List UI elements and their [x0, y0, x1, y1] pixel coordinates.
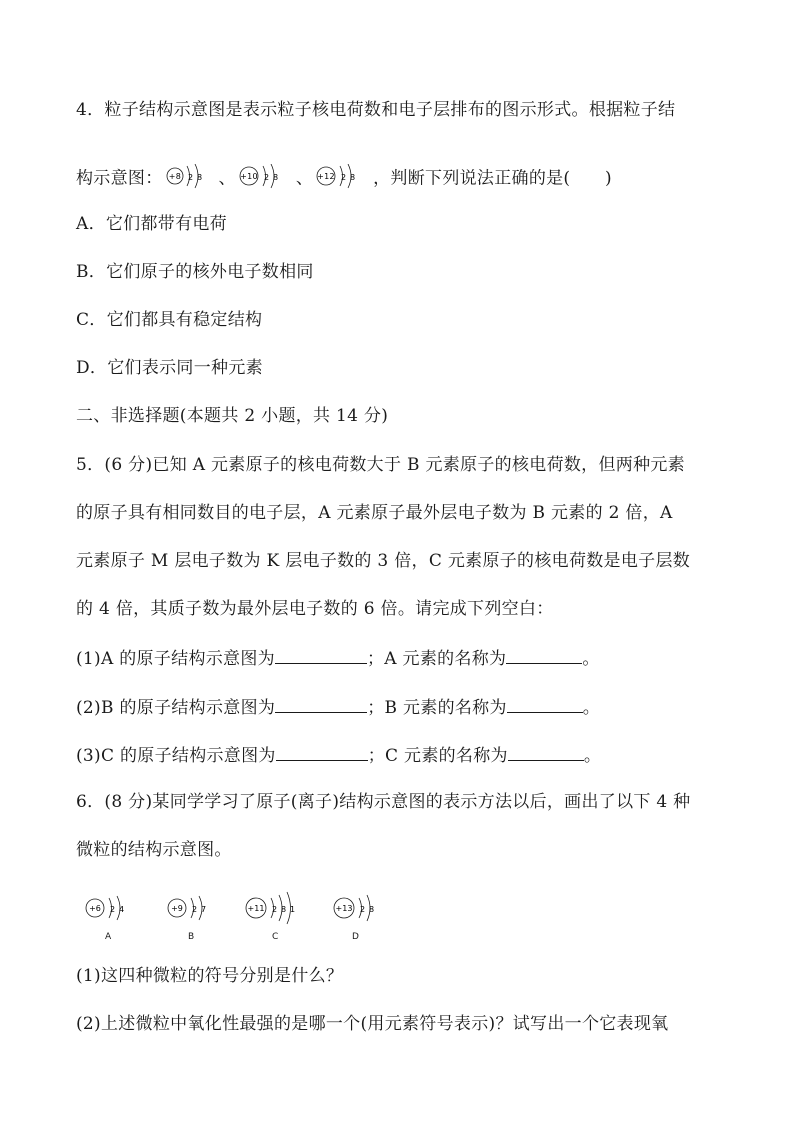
ion2-nucleus: +10 [239, 172, 258, 181]
particle-c-diagram [242, 880, 308, 930]
particle-a-nucleus: +6 [89, 904, 101, 913]
particle-b-nucleus: +9 [171, 904, 183, 913]
particle-c-nucleus: +11 [247, 904, 265, 913]
particle-b-shell2: 7 [201, 905, 207, 914]
q4-sep1: 、 [218, 168, 236, 189]
q5-sub3-end: 。 [583, 746, 602, 766]
particle-d-shell1: 2 [360, 905, 366, 914]
oxygen-ion-diagram [165, 164, 217, 194]
q5-sub3-blank-diagram[interactable] [276, 742, 368, 761]
q4-option-d: D．它们表示同一种元素 [76, 358, 263, 378]
q5-sub1-end: 。 [582, 649, 600, 669]
ion3-nucleus: +12 [317, 172, 336, 181]
q5-sub2 [76, 694, 600, 720]
particle-c-shell1: 2 [272, 905, 278, 914]
particle-a-shell2: 4 [119, 905, 125, 914]
q6-line1: 6．(8 分)某同学学习了原子(离子)结构示意图的表示方法以后，画出了以下 4 种 [76, 792, 691, 812]
q5-sub2-text-a: (2)B 的原子结构示意图为 [76, 698, 276, 718]
q5-sub3 [76, 742, 601, 768]
q5-sub2-blank-diagram[interactable] [275, 694, 367, 713]
q5-sub1-text-b: ；A 元素的名称为 [366, 649, 507, 669]
ion1-nucleus: +8 [168, 172, 181, 181]
particle-b-shell1: 2 [192, 905, 198, 914]
q5-line4: 的 4 倍，其质子数为最外层电子数的 6 倍。请完成下列空白： [76, 599, 554, 619]
q6-sub1: (1)这四种微粒的符号分别是什么？ [76, 966, 344, 986]
particle-c-shell3: 1 [290, 905, 296, 914]
q5-line1: 5．(6 分)已知 A 元素原子的核电荷数大于 B 元素原子的核电荷数，但两种元素 [76, 455, 685, 475]
q5-sub2-blank-name[interactable] [507, 694, 583, 713]
q5-sub1-blank-diagram[interactable] [275, 645, 367, 664]
particle-b-label: B [188, 932, 195, 942]
q4-line2-prefix: 构示意图： [76, 168, 163, 189]
q4-sep2: 、 [295, 168, 314, 189]
q4-option-b: B．它们原子的核外电子数相同 [76, 262, 314, 282]
ion2-shell2: 8 [272, 173, 279, 182]
ion2-shell1: 2 [263, 173, 270, 182]
q5-sub3-blank-name[interactable] [508, 742, 584, 761]
q5-sub3-text-b: ；C 元素的名称为 [367, 746, 508, 766]
q4-option-a: A．它们都带有电荷 [76, 214, 227, 234]
ion3-shell2: 8 [350, 173, 356, 182]
particle-a-diagram [82, 880, 138, 930]
ion1-shell2: 8 [196, 173, 202, 182]
particle-a-label: A [105, 932, 112, 942]
particle-diagrams [76, 880, 406, 950]
q4-line1: 4．粒子结构示意图是表示粒子核电荷数和电子层排布的图示形式。根据粒子结 [76, 100, 676, 120]
ion1-shell1: 2 [187, 173, 193, 182]
magnesium-ion-diagram [315, 164, 371, 194]
neon-atom-diagram [238, 164, 294, 194]
particle-d-label: D [352, 932, 359, 942]
q6-line2: 微粒的结构示意图。 [76, 840, 232, 860]
particle-b-diagram [164, 880, 220, 930]
particle-a-shell1: 2 [110, 905, 116, 914]
ion3-shell1: 2 [341, 173, 347, 182]
q5-sub1 [76, 645, 600, 671]
particle-d-shell2: 8 [369, 905, 375, 914]
section-heading: 二、非选择题(本题共 2 小题，共 14 分) [76, 406, 389, 426]
q4-line2-suffix: ，判断下列说法正确的是( ) [373, 168, 612, 189]
q5-sub3-text-a: (3)C 的原子结构示意图为 [76, 746, 276, 766]
q4-line2 [76, 164, 612, 194]
particle-d-nucleus: +13 [335, 904, 353, 913]
q6-sub2: (2)上述微粒中氧化性最强的是哪一个(用元素符号表示)？试写出一个它表现氧 [76, 1014, 669, 1034]
particle-d-diagram [330, 880, 390, 930]
q5-sub1-text-a: (1)A 的原子结构示意图为 [76, 649, 275, 669]
q5-line3: 元素原子 M 层电子数为 K 层电子数的 3 倍，C 元素原子的核电荷数是电子层数 [76, 551, 691, 571]
q5-line2: 的原子具有相同数目的电子层，A 元素原子最外层电子数为 B 元素的 2 倍，A [76, 503, 673, 523]
q5-sub1-blank-name[interactable] [506, 645, 582, 664]
q5-sub2-end: 。 [582, 698, 601, 718]
q5-sub2-text-b: ；B 元素的名称为 [367, 698, 507, 718]
particle-c-label: C [272, 932, 279, 942]
q4-option-c: C．它们都具有稳定结构 [76, 310, 263, 330]
particle-c-shell2: 8 [281, 905, 287, 914]
